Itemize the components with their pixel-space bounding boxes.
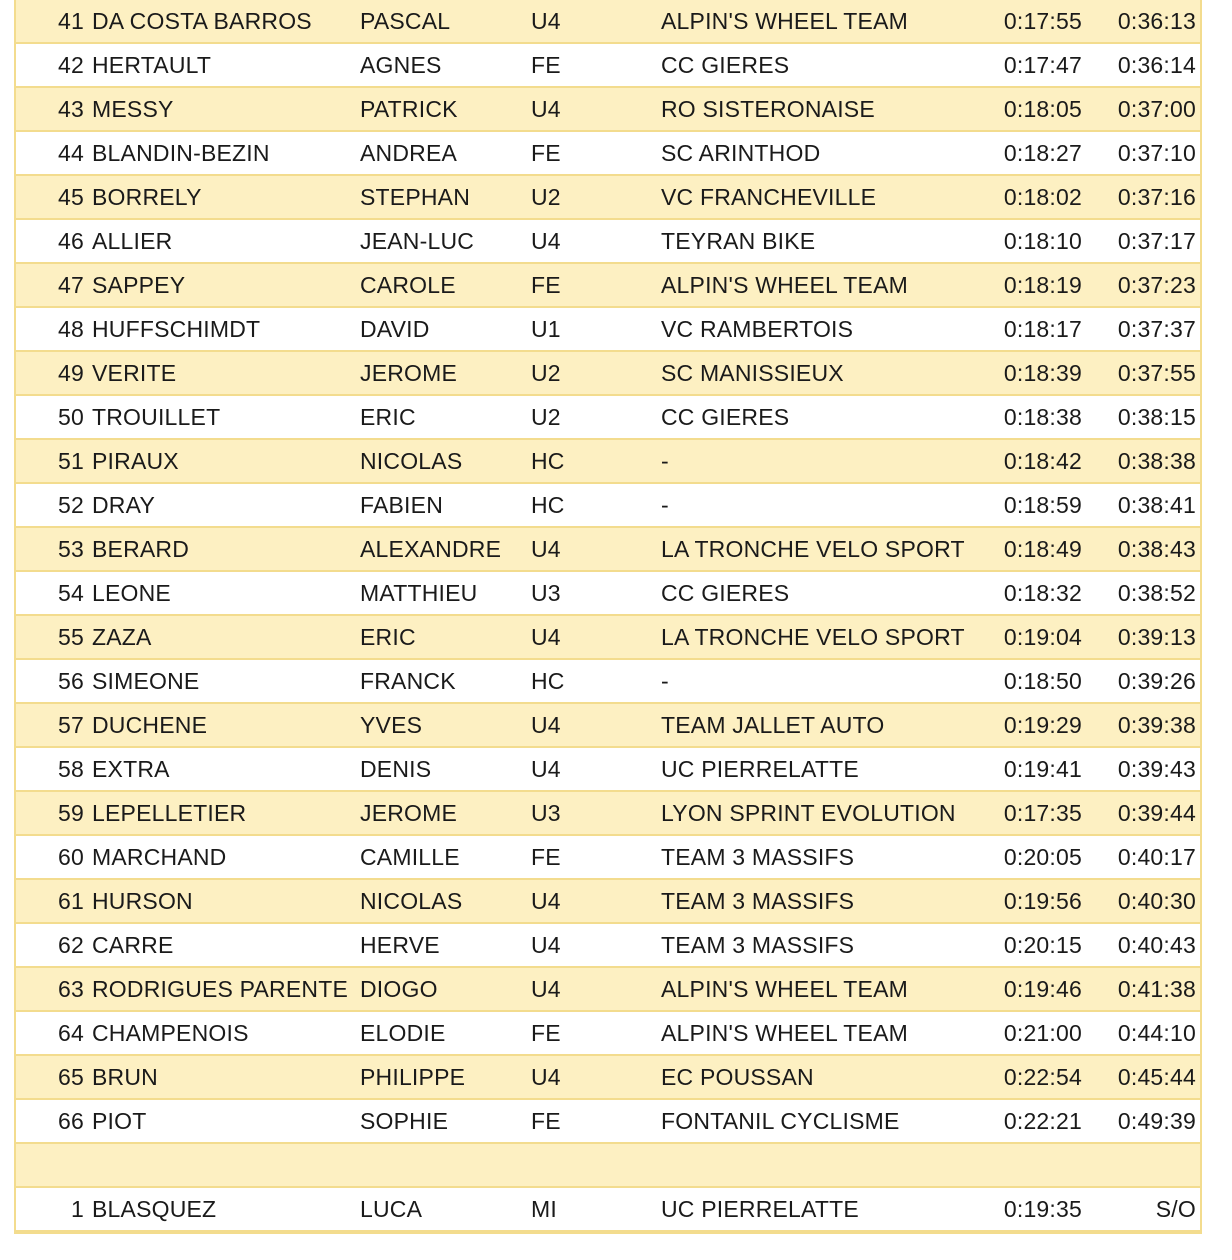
first-name-cell: DIOGO <box>360 976 438 1002</box>
lap-time-cell: 0:18:38 <box>1003 404 1082 430</box>
first-name-cell: PHILIPPE <box>360 1064 466 1090</box>
club-cell: CC GIERES <box>661 52 790 78</box>
last-name-cell: VERITE <box>92 360 177 386</box>
table-row <box>16 792 1200 836</box>
club-cell: - <box>661 492 669 518</box>
lap-time-cell: 0:18:50 <box>1003 668 1082 694</box>
club-cell: LYON SPRINT EVOLUTION <box>661 800 956 826</box>
club-cell: TEAM 3 MASSIFS <box>661 844 855 870</box>
rank-cell: 66 <box>58 1108 84 1134</box>
club-cell: VC FRANCHEVILLE <box>661 184 877 210</box>
first-name-cell: ELODIE <box>360 1020 446 1046</box>
spacer-row <box>16 1144 1200 1188</box>
first-name-cell: PATRICK <box>360 96 458 122</box>
rank-cell: 60 <box>58 844 84 870</box>
table-row <box>16 1188 1200 1232</box>
rank-cell: 44 <box>58 140 84 166</box>
total-time-cell: 0:40:17 <box>1117 844 1196 870</box>
first-name-cell: CAMILLE <box>360 844 460 870</box>
last-name-cell: MESSY <box>92 96 174 122</box>
table-row <box>16 44 1200 88</box>
lap-time-cell: 0:22:54 <box>1003 1064 1082 1090</box>
category-cell: HC <box>531 448 565 474</box>
lap-time-cell: 0:18:49 <box>1003 536 1082 562</box>
last-name-cell: DRAY <box>92 492 155 518</box>
rank-cell: 41 <box>58 8 84 34</box>
first-name-cell: PASCAL <box>360 8 451 34</box>
last-name-cell: LEONE <box>92 580 171 606</box>
rank-cell: 63 <box>58 976 84 1002</box>
total-time-cell: 0:37:10 <box>1117 140 1196 166</box>
lap-time-cell: 0:19:04 <box>1003 624 1082 650</box>
total-time-cell: S/O <box>1155 1196 1196 1222</box>
rank-cell: 51 <box>58 448 84 474</box>
total-time-cell: 0:37:17 <box>1117 228 1196 254</box>
club-cell: UC PIERRELATTE <box>661 1196 859 1222</box>
total-time-cell: 0:49:39 <box>1117 1108 1196 1134</box>
first-name-cell: ERIC <box>360 624 416 650</box>
club-cell: TEYRAN BIKE <box>661 228 816 254</box>
category-cell: U1 <box>531 316 561 342</box>
category-cell: U3 <box>531 800 561 826</box>
rank-cell: 49 <box>58 360 84 386</box>
first-name-cell: AGNES <box>360 52 442 78</box>
last-name-cell: SIMEONE <box>92 668 200 694</box>
total-time-cell: 0:39:13 <box>1117 624 1196 650</box>
lap-time-cell: 0:22:21 <box>1003 1108 1082 1134</box>
table-row <box>16 1012 1200 1056</box>
first-name-cell: DENIS <box>360 756 432 782</box>
table-row <box>16 0 1200 44</box>
total-time-cell: 0:37:37 <box>1117 316 1196 342</box>
last-name-cell: DA COSTA BARROS <box>92 8 312 34</box>
table-row <box>16 220 1200 264</box>
first-name-cell: ANDREA <box>360 140 458 166</box>
rank-cell: 61 <box>58 888 84 914</box>
rank-cell: 48 <box>58 316 84 342</box>
category-cell: U4 <box>531 1064 561 1090</box>
last-name-cell: BERARD <box>92 536 190 562</box>
club-cell: ALPIN'S WHEEL TEAM <box>661 272 908 298</box>
total-time-cell: 0:41:38 <box>1117 976 1196 1002</box>
club-cell: CC GIERES <box>661 580 790 606</box>
first-name-cell: STEPHAN <box>360 184 471 210</box>
category-cell: HC <box>531 492 565 518</box>
club-cell: TEAM JALLET AUTO <box>661 712 885 738</box>
total-time-cell: 0:44:10 <box>1117 1020 1196 1046</box>
total-time-cell: 0:39:38 <box>1117 712 1196 738</box>
first-name-cell: NICOLAS <box>360 888 463 914</box>
last-name-cell: BORRELY <box>92 184 202 210</box>
club-cell: FONTANIL CYCLISME <box>661 1108 900 1134</box>
last-name-cell: RODRIGUES PARENTE <box>92 976 349 1002</box>
last-name-cell: HERTAULT <box>92 52 212 78</box>
first-name-cell: SOPHIE <box>360 1108 449 1134</box>
rank-cell: 45 <box>58 184 84 210</box>
total-time-cell: 0:38:41 <box>1117 492 1196 518</box>
total-time-cell: 0:38:52 <box>1117 580 1196 606</box>
lap-time-cell: 0:19:29 <box>1003 712 1082 738</box>
total-time-cell: 0:37:16 <box>1117 184 1196 210</box>
category-cell: U4 <box>531 8 561 34</box>
rank-cell: 55 <box>58 624 84 650</box>
total-time-cell: 0:37:23 <box>1117 272 1196 298</box>
club-cell: LA TRONCHE VELO SPORT <box>661 536 965 562</box>
first-name-cell: HERVE <box>360 932 440 958</box>
lap-time-cell: 0:18:10 <box>1003 228 1082 254</box>
category-cell: U4 <box>531 712 561 738</box>
lap-time-cell: 0:18:02 <box>1003 184 1082 210</box>
table-row <box>16 748 1200 792</box>
category-cell: HC <box>531 668 565 694</box>
first-name-cell: DAVID <box>360 316 430 342</box>
total-time-cell: 0:38:15 <box>1117 404 1196 430</box>
category-cell: U4 <box>531 624 561 650</box>
category-cell: U4 <box>531 536 561 562</box>
table-row <box>16 484 1200 528</box>
club-cell: ALPIN'S WHEEL TEAM <box>661 976 908 1002</box>
last-name-cell: HURSON <box>92 888 193 914</box>
total-time-cell: 0:38:38 <box>1117 448 1196 474</box>
category-cell: U3 <box>531 580 561 606</box>
rank-cell: 42 <box>58 52 84 78</box>
category-cell: U4 <box>531 756 561 782</box>
total-time-cell: 0:39:44 <box>1117 800 1196 826</box>
rank-cell: 59 <box>58 800 84 826</box>
table-row <box>16 616 1200 660</box>
total-time-cell: 0:39:43 <box>1117 756 1196 782</box>
table-row <box>16 836 1200 880</box>
table-row <box>16 176 1200 220</box>
last-name-cell: TROUILLET <box>92 404 221 430</box>
table-row <box>16 132 1200 176</box>
club-cell: EC POUSSAN <box>661 1064 814 1090</box>
total-time-cell: 0:39:26 <box>1117 668 1196 694</box>
lap-time-cell: 0:19:46 <box>1003 976 1082 1002</box>
rank-cell: 65 <box>58 1064 84 1090</box>
last-name-cell: CARRE <box>92 932 174 958</box>
category-cell: FE <box>531 844 561 870</box>
club-cell: LA TRONCHE VELO SPORT <box>661 624 965 650</box>
lap-time-cell: 0:18:59 <box>1003 492 1082 518</box>
category-cell: FE <box>531 1108 561 1134</box>
rank-cell: 54 <box>58 580 84 606</box>
club-cell: VC RAMBERTOIS <box>661 316 854 342</box>
rank-cell: 62 <box>58 932 84 958</box>
category-cell: FE <box>531 1020 561 1046</box>
rank-cell: 43 <box>58 96 84 122</box>
club-cell: SC ARINTHOD <box>661 140 821 166</box>
category-cell: FE <box>531 52 561 78</box>
table-row <box>16 308 1200 352</box>
first-name-cell: LUCA <box>360 1196 423 1222</box>
rank-cell: 58 <box>58 756 84 782</box>
last-name-cell: ZAZA <box>92 624 152 650</box>
club-cell: ALPIN'S WHEEL TEAM <box>661 8 908 34</box>
table-row <box>16 1100 1200 1144</box>
table-row <box>16 528 1200 572</box>
total-time-cell: 0:36:14 <box>1117 52 1196 78</box>
table-row <box>16 1056 1200 1100</box>
lap-time-cell: 0:17:47 <box>1003 52 1082 78</box>
club-cell: - <box>661 448 669 474</box>
last-name-cell: BLASQUEZ <box>92 1196 217 1222</box>
table-row <box>16 704 1200 748</box>
table-row <box>16 924 1200 968</box>
category-cell: U4 <box>531 228 561 254</box>
club-cell: UC PIERRELATTE <box>661 756 859 782</box>
total-time-cell: 0:36:13 <box>1117 8 1196 34</box>
table-row <box>16 264 1200 308</box>
category-cell: U2 <box>531 404 561 430</box>
lap-time-cell: 0:18:27 <box>1003 140 1082 166</box>
rank-cell: 46 <box>58 228 84 254</box>
lap-time-cell: 0:20:15 <box>1003 932 1082 958</box>
rank-cell: 64 <box>58 1020 84 1046</box>
lap-time-cell: 0:19:35 <box>1003 1196 1082 1222</box>
last-name-cell: BLANDIN-BEZIN <box>92 140 270 166</box>
category-cell: MI <box>531 1196 557 1222</box>
total-time-cell: 0:37:55 <box>1117 360 1196 386</box>
last-name-cell: LEPELLETIER <box>92 800 247 826</box>
last-name-cell: HUFFSCHIMDT <box>92 316 261 342</box>
first-name-cell: JEROME <box>360 800 458 826</box>
category-cell: U4 <box>531 888 561 914</box>
club-cell: ALPIN'S WHEEL TEAM <box>661 1020 908 1046</box>
total-time-cell: 0:40:30 <box>1117 888 1196 914</box>
rank-cell: 50 <box>58 404 84 430</box>
first-name-cell: ALEXANDRE <box>360 536 502 562</box>
results-table <box>14 0 1202 1234</box>
table-row <box>16 572 1200 616</box>
last-name-cell: PIOT <box>92 1108 147 1134</box>
lap-time-cell: 0:19:41 <box>1003 756 1082 782</box>
club-cell: TEAM 3 MASSIFS <box>661 932 855 958</box>
club-cell: TEAM 3 MASSIFS <box>661 888 855 914</box>
last-name-cell: DUCHENE <box>92 712 208 738</box>
category-cell: FE <box>531 272 561 298</box>
lap-time-cell: 0:17:35 <box>1003 800 1082 826</box>
rank-cell: 53 <box>58 536 84 562</box>
first-name-cell: NICOLAS <box>360 448 463 474</box>
club-cell: - <box>661 668 669 694</box>
table-row <box>16 880 1200 924</box>
category-cell: U4 <box>531 932 561 958</box>
first-name-cell: FRANCK <box>360 668 456 694</box>
category-cell: U2 <box>531 184 561 210</box>
club-cell: RO SISTERONAISE <box>661 96 875 122</box>
last-name-cell: EXTRA <box>92 756 170 782</box>
lap-time-cell: 0:18:17 <box>1003 316 1082 342</box>
first-name-cell: MATTHIEU <box>360 580 478 606</box>
first-name-cell: CAROLE <box>360 272 456 298</box>
rank-cell: 52 <box>58 492 84 518</box>
lap-time-cell: 0:18:05 <box>1003 96 1082 122</box>
first-name-cell: FABIEN <box>360 492 444 518</box>
table-row <box>16 440 1200 484</box>
total-time-cell: 0:38:43 <box>1117 536 1196 562</box>
lap-time-cell: 0:18:42 <box>1003 448 1082 474</box>
last-name-cell: SAPPEY <box>92 272 186 298</box>
lap-time-cell: 0:21:00 <box>1003 1020 1082 1046</box>
last-name-cell: ALLIER <box>92 228 173 254</box>
table-row <box>16 88 1200 132</box>
category-cell: U4 <box>531 96 561 122</box>
rank-cell: 47 <box>58 272 84 298</box>
last-name-cell: MARCHAND <box>92 844 227 870</box>
lap-time-cell: 0:19:56 <box>1003 888 1082 914</box>
table-row <box>16 396 1200 440</box>
first-name-cell: ERIC <box>360 404 416 430</box>
total-time-cell: 0:37:00 <box>1117 96 1196 122</box>
last-name-cell: CHAMPENOIS <box>92 1020 249 1046</box>
last-name-cell: BRUN <box>92 1064 158 1090</box>
rank-cell: 1 <box>71 1196 84 1222</box>
category-cell: FE <box>531 140 561 166</box>
table-row <box>16 352 1200 396</box>
table-row <box>16 660 1200 704</box>
total-time-cell: 0:40:43 <box>1117 932 1196 958</box>
first-name-cell: JEAN-LUC <box>360 228 475 254</box>
lap-time-cell: 0:18:19 <box>1003 272 1082 298</box>
lap-time-cell: 0:18:39 <box>1003 360 1082 386</box>
last-name-cell: PIRAUX <box>92 448 179 474</box>
first-name-cell: JEROME <box>360 360 458 386</box>
rank-cell: 57 <box>58 712 84 738</box>
lap-time-cell: 0:18:32 <box>1003 580 1082 606</box>
total-time-cell: 0:45:44 <box>1117 1064 1196 1090</box>
lap-time-cell: 0:17:55 <box>1003 8 1082 34</box>
rank-cell: 56 <box>58 668 84 694</box>
table-row <box>16 968 1200 1012</box>
category-cell: U4 <box>531 976 561 1002</box>
lap-time-cell: 0:20:05 <box>1003 844 1082 870</box>
club-cell: CC GIERES <box>661 404 790 430</box>
first-name-cell: YVES <box>360 712 423 738</box>
club-cell: SC MANISSIEUX <box>661 360 844 386</box>
category-cell: U2 <box>531 360 561 386</box>
